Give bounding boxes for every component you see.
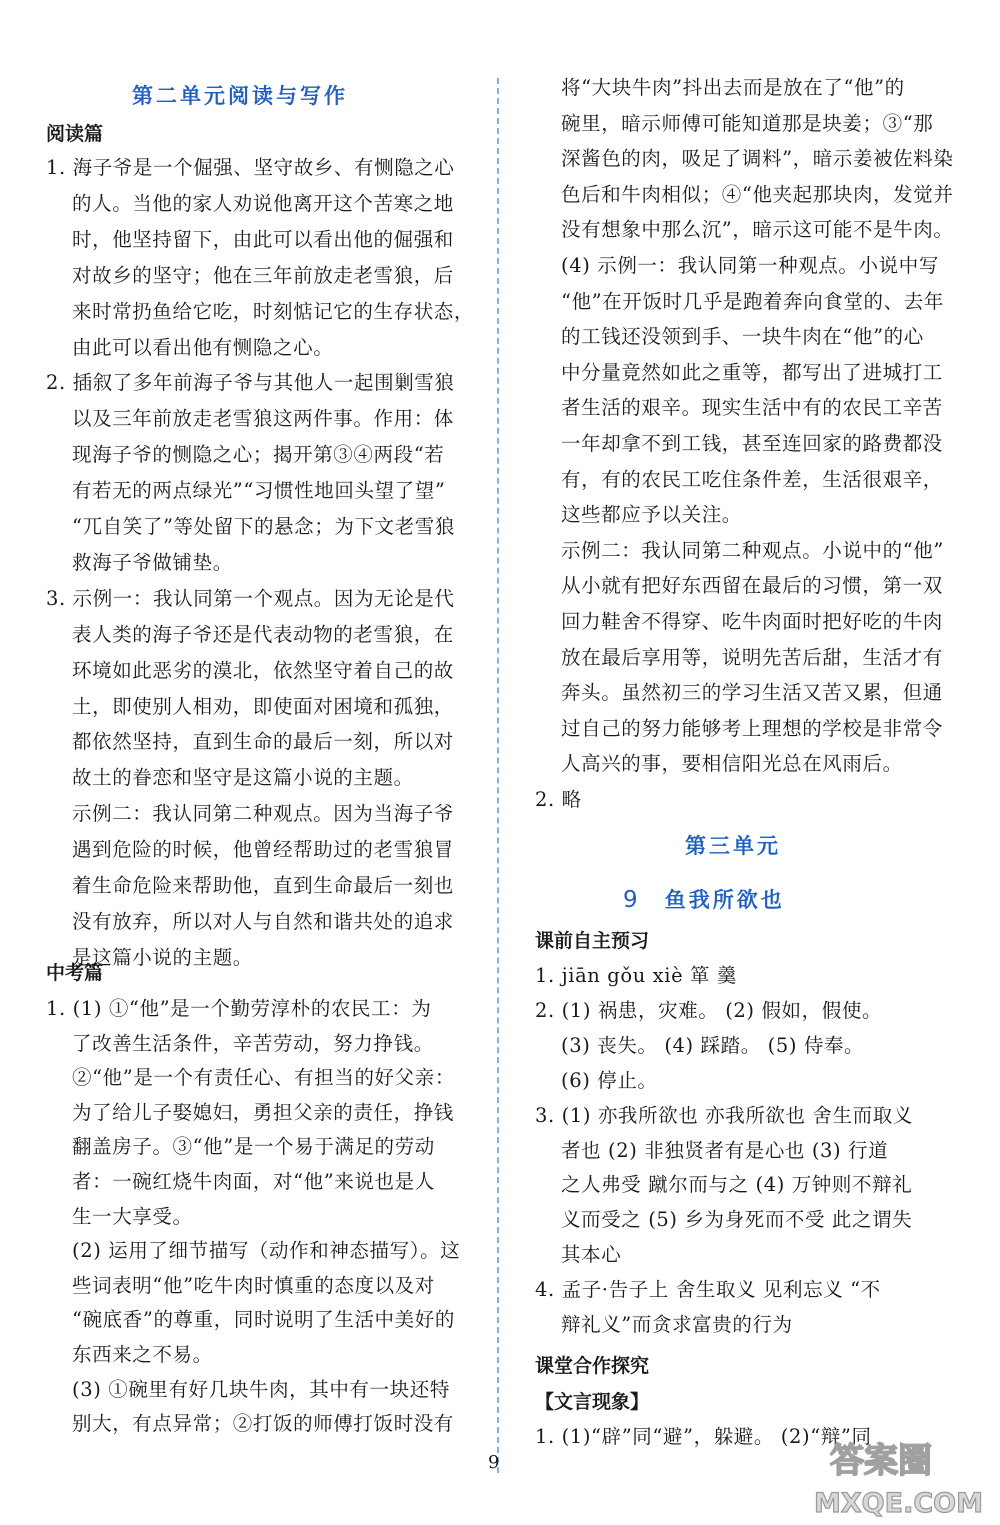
text-line: 从小就有把好东西留在最后的习惯，第一双 (561, 574, 943, 598)
text-line: 别大，有点异常；②打饭的师傅打饭时没有 (72, 1412, 454, 1436)
watermark-top-text: 答案圈 (830, 1441, 932, 1481)
text-line: 的人。当他的家人劝说他离开这个苦寒之地 (72, 191, 454, 215)
text-line: 有，有的农民工吃住条件差，生活很艰辛， (561, 467, 943, 491)
text-line: 其本心 (561, 1243, 622, 1267)
watermark-bottom-text: MXQE.COM (814, 1488, 983, 1518)
text-line: 翻盖房子。③“他”是一个易于满足的劳动 (72, 1135, 435, 1159)
text-line: ②“他”是一个有责任心、有担当的好父亲： (72, 1066, 455, 1090)
text-line: 碗里，暗示师傅可能知道那是块姜；③“那 (561, 111, 934, 135)
text-line: 人高兴的事，要相信阳光总在风雨后。 (561, 752, 903, 776)
text-line: 着生命危险来帮助他，直到生命最后一刻也 (72, 874, 454, 897)
text-line: 有若无的两点绿光”“习惯性地回头望了望” (72, 479, 446, 503)
text-line: 为了给儿子娶媳妇，勇担父亲的责任，挣钱 (72, 1100, 454, 1124)
text-line: (2) 运用了细节描写（动作和神态描写）。这 (72, 1239, 461, 1263)
text-line: 由此可以看出他有恻隐之心。 (72, 335, 334, 359)
text-line: 一年却拿不到工钱，甚至连回家的路费都没 (561, 432, 943, 455)
last-line: 1. (1)“辟”同“避”，躲避。 (2)“辩”同 (535, 1425, 872, 1448)
lesson-title: 鱼我所欲也 (664, 888, 785, 912)
lesson-heading (623, 884, 785, 914)
text-line: 2. 插叙了多年前海子爷与其他人一起围剿雪狼 (46, 371, 455, 395)
text-line: 辩礼义”而贪求富贵的行为 (561, 1313, 793, 1336)
text-line: 1. (1) ①“他”是一个勤劳淳朴的农民工：为 (46, 997, 432, 1020)
text-line: 2. 略 (535, 788, 582, 811)
text-line: 救海子爷做铺垫。 (72, 550, 233, 574)
text-line: (4) 示例一：我认同第一种观点。小说中写 (561, 254, 939, 277)
unit-title: 第三单元 (685, 834, 781, 858)
text-line: 些词表明“他”吃牛肉时慎重的态度以及对 (72, 1273, 435, 1297)
text-line: 环境如此恶劣的漠北，依然坚守着自己的故 (72, 658, 454, 682)
column-divider (497, 78, 499, 1473)
text-line: 是这篇小说的主题。 (72, 945, 253, 969)
text-line: 之人弗受 蹴尔而与之 (4) 万钟则不辩礼 (561, 1173, 913, 1197)
text-line: 将“大块牛肉”抖出去而是放在了“他”的 (561, 76, 905, 99)
text-line: 中分量竟然如此之重等，都写出了进城打工 (561, 360, 943, 384)
text-line: 示例二：我认同第二种观点。因为当海子爷 (72, 802, 454, 826)
text-line: 奔头。虽然初三的学习生活又苦又累，但通 (561, 681, 943, 705)
text-line: 者生活的艰辛。现实生活中有的农民工辛苦 (561, 396, 943, 420)
text-line: 色后和牛肉相似；④“他夹起那块肉，发觉并 (561, 182, 954, 206)
text-line: 没有想象中那么沉”，暗示这可能不是牛肉。 (561, 218, 954, 242)
text-line: 现海子爷的恻隐之心；揭开第③④两段“若 (72, 443, 445, 467)
text-line: 2. (1) 祸患，灾难。 (2) 假如，假使。 (535, 998, 883, 1022)
text-line: 1. 海子爷是一个倔强、坚守故乡、有恻隐之心 (46, 156, 455, 179)
text-line: 生一大享受。 (72, 1204, 193, 1228)
text-line: 放在最后享用等，说明先苦后甜，生活才有 (561, 645, 943, 669)
text-line: 故土的眷恋和坚守是这篇小说的主题。 (72, 766, 414, 790)
exam-label: 中考篇 (46, 962, 104, 984)
text-line: 土，即使别人相劝，即使面对困境和孤独， (72, 694, 454, 718)
coop-label: 课堂合作探究 (535, 1355, 650, 1377)
text-line: “他”在开饭时几乎是跑着奔向食堂的、去年 (561, 289, 944, 313)
text-line: 的工钱还没领到手、一块牛肉在“他”的心 (561, 325, 924, 349)
text-line: 遇到危险的时候，他曾经帮助过的老雪狼冒 (72, 838, 454, 862)
text-line: 了改善生活条件，辛苦劳动，努力挣钱。 (72, 1031, 434, 1055)
text-line: “兀自笑了”等处留下的悬念；为下文老雪狼 (72, 515, 455, 538)
text-line: 东西来之不易。 (72, 1343, 213, 1366)
text-line: (3) ①碗里有好几块牛肉，其中有一块还特 (72, 1377, 450, 1401)
reading-label: 阅读篇 (46, 123, 104, 145)
text-line: 没有放弃，所以对人与自然和谐共处的追求 (72, 909, 454, 933)
text-line: (6) 停止。 (561, 1068, 658, 1092)
page-number: 9 (488, 1452, 500, 1473)
text-line: 示例二：我认同第二种观点。小说中的“他” (561, 538, 944, 562)
text-line: 来时常扔鱼给它吃，时刻惦记它的生存状态， (72, 299, 475, 323)
text-line: 者：一碗红烧牛肉面，对“他”来说也是人 (72, 1170, 435, 1193)
text-line: 时，他坚持留下，由此可以看出他的倔强和 (72, 227, 454, 251)
lesson-number: 9 (623, 887, 638, 913)
watermark-logo (812, 1432, 990, 1518)
text-line: 深酱色的肉，吸足了调料”，暗示姜被佐料染 (561, 147, 954, 171)
text-line: 3. (1) 亦我所欲也 亦我所欲也 舍生而取义 (535, 1103, 913, 1127)
bracket-label: 【文言现象】 (535, 1391, 650, 1413)
text-line: 3. 示例一：我认同第一个观点。因为无论是代 (46, 586, 455, 610)
text-line: 4. 孟子·告子上 舍生取义 见利忘义 “不 (535, 1278, 881, 1302)
text-line: 以及三年前放走老雪狼这两件事。作用：体 (72, 407, 454, 431)
text-line: 1. jiān gǒu xiè 箪 羹 (535, 964, 738, 987)
text-line: “碗底香”的尊重，同时说明了生活中美好的 (72, 1308, 455, 1332)
text-line: 这些都应予以关注。 (561, 503, 742, 527)
text-line: 回力鞋舍不得穿、吃牛肉面时把好吃的牛肉 (561, 610, 943, 633)
text-line: 对故乡的坚守；他在三年前放走老雪狼，后 (72, 263, 454, 287)
text-line: 表人类的海子爷还是代表动物的老雪狼，在 (72, 622, 454, 646)
text-line: 者也 (2) 非独贤者有是心也 (3) 行道 (561, 1138, 889, 1162)
text-line: (3) 丧失。 (4) 踩踏。 (5) 侍奉。 (561, 1033, 865, 1057)
preview-label: 课前自主预习 (535, 930, 650, 952)
text-line: 义而受之 (5) 乡为身死而不受 此之谓失 (561, 1208, 913, 1232)
text-line: 都依然坚持，直到生命的最后一刻，所以对 (72, 730, 454, 754)
text-line: 过自己的努力能够考上理想的学校是非常令 (561, 716, 943, 740)
section-title: 第二单元阅读与写作 (132, 84, 348, 108)
